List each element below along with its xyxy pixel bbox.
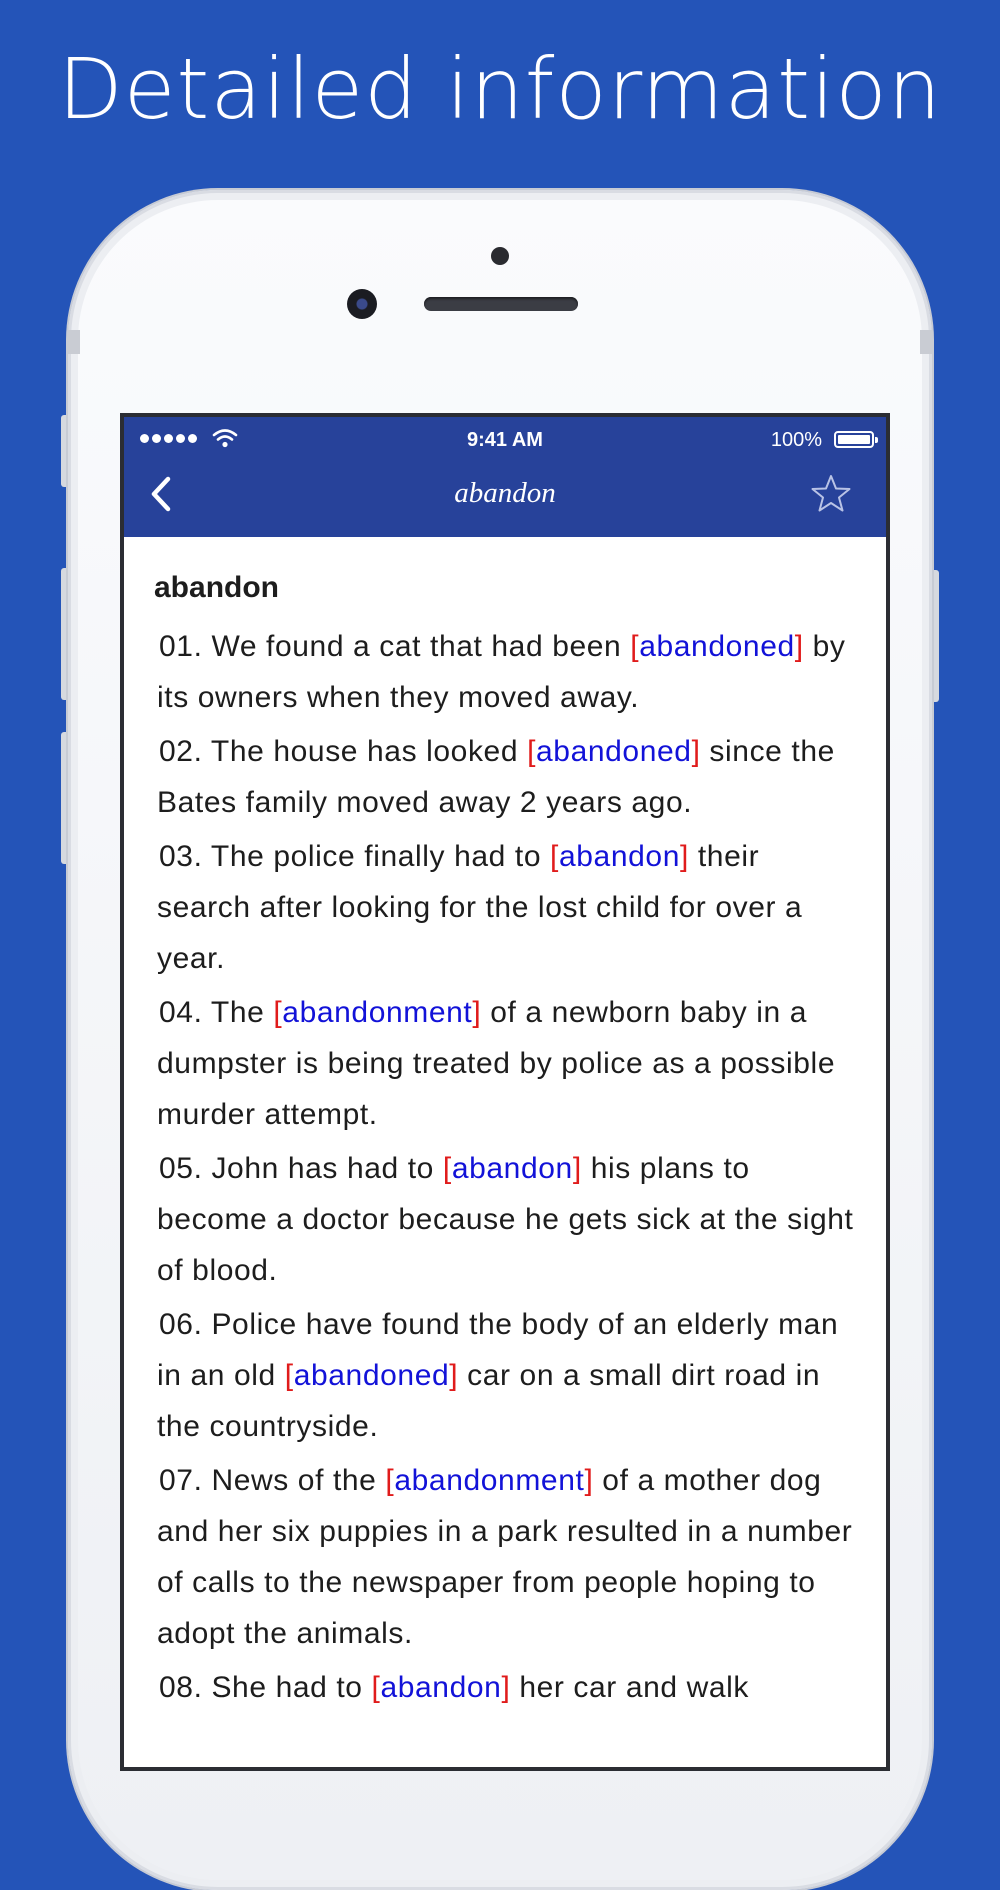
antenna-band-right xyxy=(920,330,932,354)
bracket-open: [ xyxy=(630,630,640,663)
example-number: 03. xyxy=(159,840,203,873)
battery-icon xyxy=(834,431,874,448)
bracket-close: ] xyxy=(572,1152,582,1185)
highlighted-term: abandoned xyxy=(639,630,795,663)
earpiece-speaker xyxy=(424,297,578,311)
bracket-close: ] xyxy=(501,1671,511,1704)
bracket-open: [ xyxy=(550,840,559,873)
bracket-open: [ xyxy=(442,1152,452,1185)
example-sentence xyxy=(157,1299,858,1452)
bracket-open: [ xyxy=(273,996,283,1029)
entry-word: abandon xyxy=(154,571,279,604)
example-sentence xyxy=(157,726,858,828)
phone-screen xyxy=(120,413,890,1771)
promo-headline: Detailed information xyxy=(58,40,942,138)
example-number: 04. xyxy=(159,996,203,1029)
bracket-close: ] xyxy=(584,1464,594,1497)
star-outline-icon[interactable] xyxy=(810,473,852,513)
bracket-open: [ xyxy=(371,1671,381,1704)
example-text-after: since the Bates family moved away 2 years ago. xyxy=(157,735,835,819)
highlighted-term: abandon xyxy=(558,840,680,873)
example-list xyxy=(154,621,858,1713)
example-sentence xyxy=(157,621,858,723)
status-time: 9:41 AM xyxy=(467,429,543,451)
example-text-before: The xyxy=(202,996,274,1029)
example-text-before: We found a cat that had been xyxy=(202,630,631,663)
antenna-band-left xyxy=(68,330,80,354)
highlighted-term: abandoned xyxy=(293,1359,450,1392)
bracket-close: ] xyxy=(679,840,689,873)
front-camera xyxy=(347,289,377,319)
example-text-after: her car and walk xyxy=(510,1671,750,1704)
example-text-after: car on a small dirt road in the countryside. xyxy=(157,1359,821,1443)
example-text-before: The police finally had to xyxy=(202,840,551,873)
entry-content xyxy=(124,537,886,1713)
example-sentence xyxy=(157,1143,858,1296)
example-text-before: News of the xyxy=(202,1464,386,1497)
example-sentence xyxy=(157,987,858,1140)
example-number: 05. xyxy=(159,1152,203,1185)
example-sentence xyxy=(157,831,858,984)
status-bar xyxy=(124,417,886,459)
navigation-bar xyxy=(124,417,886,537)
bracket-open: [ xyxy=(284,1359,294,1392)
bracket-open: [ xyxy=(385,1464,395,1497)
power-button xyxy=(931,570,939,702)
example-text-after: of a newborn baby in a dumpster is being treated by police as a possible murder attempt. xyxy=(157,996,836,1131)
example-text-after: by its owners when they moved away. xyxy=(157,630,846,714)
highlighted-term: abandoned xyxy=(536,735,692,768)
bracket-close: ] xyxy=(449,1359,459,1392)
proximity-sensor xyxy=(491,247,509,265)
bracket-open: [ xyxy=(527,735,536,768)
example-number: 07. xyxy=(159,1464,203,1497)
nav-title: abandon xyxy=(454,477,556,509)
example-number: 08. xyxy=(159,1671,203,1704)
highlighted-term: abandonment xyxy=(282,996,473,1029)
bracket-close: ] xyxy=(794,630,804,663)
example-number: 01. xyxy=(159,630,203,663)
example-text-before: She had to xyxy=(202,1671,372,1704)
battery-percentage: 100% xyxy=(770,429,822,451)
example-text-after: his plans to become a doctor because he gets sick at the sight of blood. xyxy=(157,1152,854,1287)
example-number: 02. xyxy=(159,735,203,768)
example-text-before: Police have found the body of an elderly man in an old xyxy=(157,1308,839,1392)
bracket-close: ] xyxy=(691,735,701,768)
example-sentence xyxy=(157,1662,858,1713)
example-text-after: their search after looking for the lost child for over a year. xyxy=(157,840,803,975)
example-sentence xyxy=(157,1455,858,1659)
highlighted-term: abandonment xyxy=(394,1464,585,1497)
example-text-before: John has had to xyxy=(202,1152,443,1185)
example-text-after: of a mother dog and her six puppies in a park resulted in a number of calls to the newspaper from people hoping to adopt the animals. xyxy=(157,1464,853,1650)
example-number: 06. xyxy=(159,1308,203,1341)
highlighted-term: abandon xyxy=(451,1152,573,1185)
highlighted-term: abandon xyxy=(380,1671,502,1704)
bracket-close: ] xyxy=(472,996,482,1029)
example-text-before: The house has looked xyxy=(202,735,528,768)
